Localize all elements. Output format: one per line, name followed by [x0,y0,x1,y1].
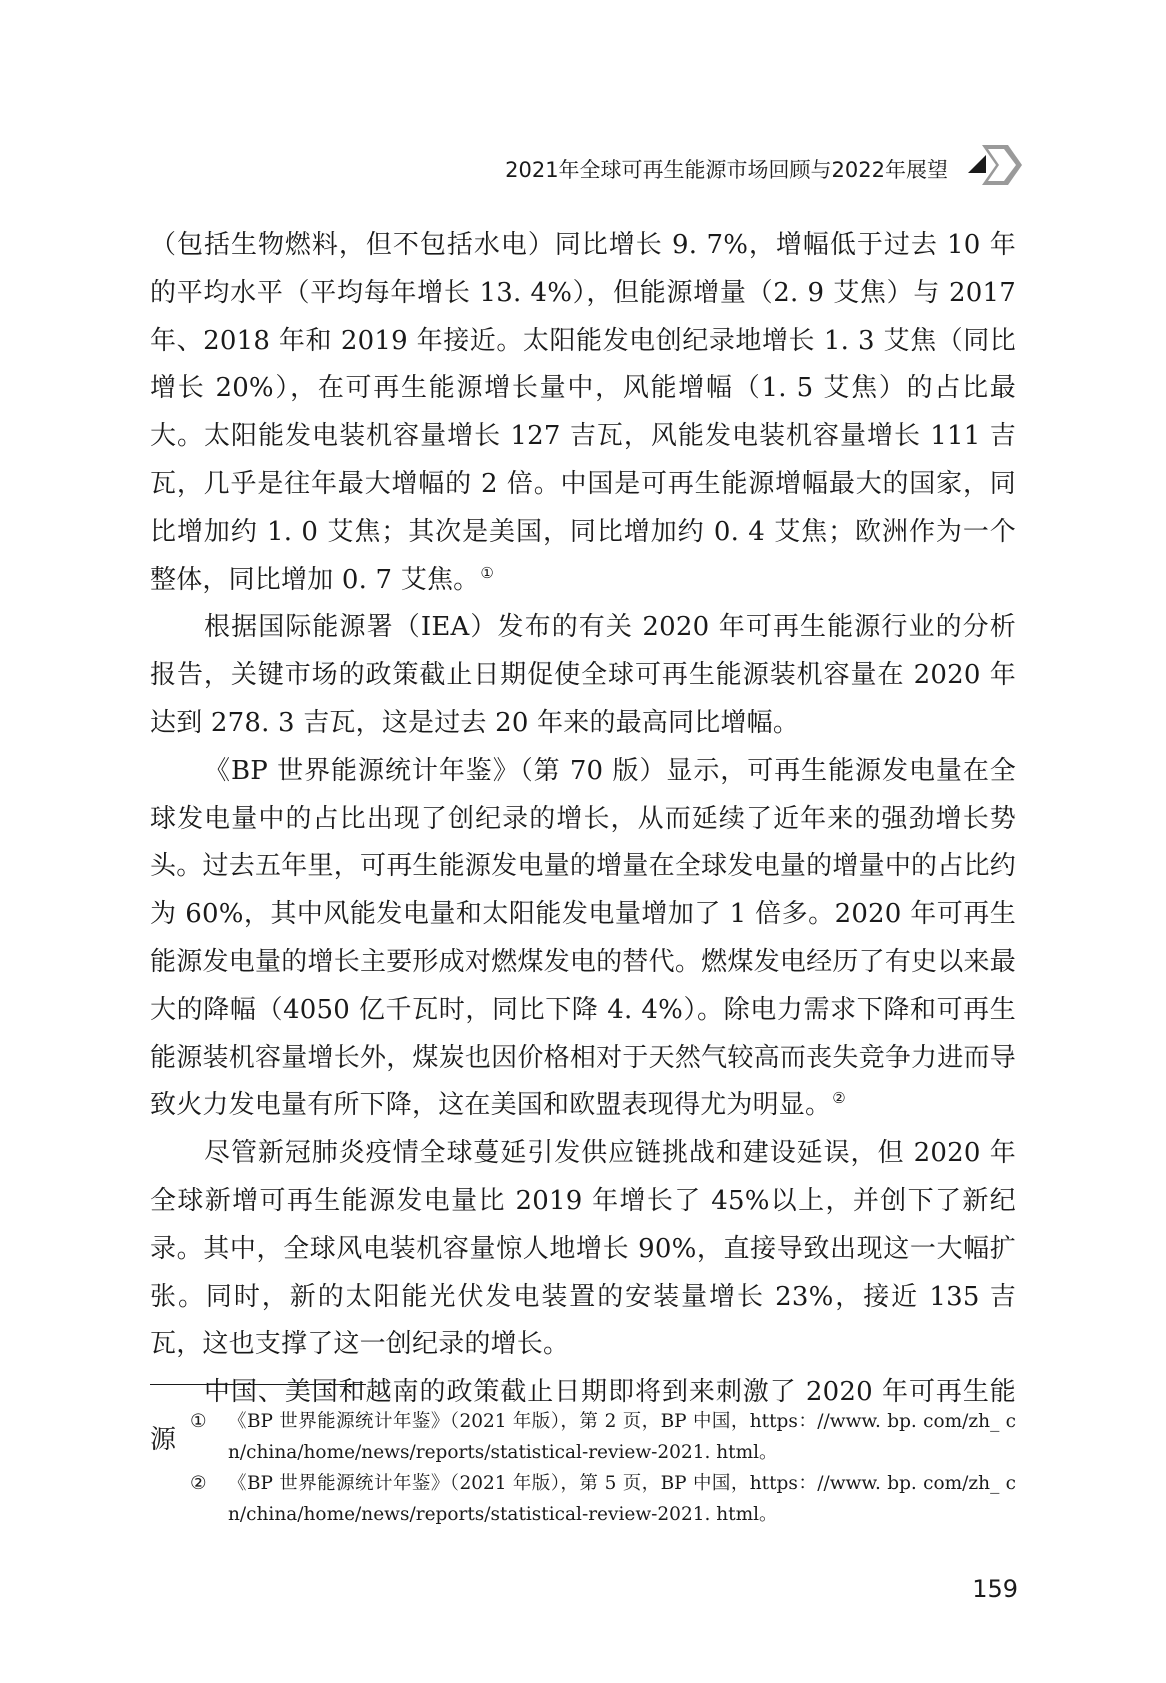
footnote-2 [190,1469,1016,1530]
paragraph-1: （包括生物燃料，但不包括水电）同比增长 9. 7%，增幅低于过去 10 年的平均水平（平均每年增长 13. 4%），但能源增量（2. 9 艾焦）与 2017 年、2018 年和 2019 年接近。太阳能发电创纪录地增长 1. 3 艾焦（同比增长 20%），在可再生能源增长量中，风能增幅（1. 5 艾焦）的占比最大。太阳能发电装机容量增长 127 吉瓦，风能发电装机容量增长 111 吉瓦，几乎是往年最大增幅的 2 倍。中国是可再生能源增幅最大的国家，同比增加约 1. 0 艾焦；其次是美国，同比增加约 0. 4 艾焦；欧洲作为一个整体，同比增加 0. 7 艾焦。① [150,230,1016,595]
footnote-ref-2[interactable]: ② [832,1089,846,1108]
footnote-1 [190,1407,1016,1468]
paragraph-2: 根据国际能源署（IEA）发布的有关 2020 年可再生能源行业的分析报告，关键市场的政策截止日期促使全球可再生能源装机容量在 2020 年达到 278. 3 吉瓦，这是过去 20 年来的最高同比增幅。 [150,612,1016,738]
footnote-ref-1[interactable]: ① [480,563,494,582]
footnote-marker: ① [190,1411,207,1432]
footnote-divider [150,1384,366,1385]
footnote-text: 《BP 世界能源统计年鉴》（2021 年版），第 5 页，BP 中国，https：//www. bp. com/zh_ cn/china/home/news/reports/statistical-review-2021. html。 [228,1473,1016,1525]
paragraph-4: 尽管新冠肺炎疫情全球蔓延引发供应链挑战和建设延误，但 2020 年全球新增可再生能源发电量比 2019 年增长了 45%以上，并创下了新纪录。其中，全球风电装机容量惊人地增长 90%，直接导致出现这一大幅扩张。同时，新的太阳能光伏发电装置的安装量增长 23%，接近 135 吉瓦，这也支撑了这一创纪录的增长。 [150,1138,1016,1360]
paragraph-3: 《BP 世界能源统计年鉴》（第 70 版）显示，可再生能源发电量在全球发电量中的占比出现了创纪录的增长，从而延续了近年来的强劲增长势头。过去五年里，可再生能源发电量的增量在全球发电量的增量中的占比约为 60%，其中风能发电量和太阳能发电量增加了 1 倍多。2020 年可再生能源发电量的增长主要形成对燃煤发电的替代。燃煤发电经历了有史以来最大的降幅（4050 亿千瓦时，同比下降 4. 4%）。除电力需求下降和可再生能源装机容量增长外，煤炭也因价格相对于天然气较高而丧失竞争力进而导致火力发电量有所下降，这在美国和欧盟表现得尤为明显。② [150,755,1016,1121]
footnote-text: 《BP 世界能源统计年鉴》（2021 年版），第 2 页，BP 中国，https：//www. bp. com/zh_ cn/china/home/news/reports/statistical-review-2021. html。 [228,1411,1016,1463]
footnote-marker: ② [190,1473,207,1494]
paragraph-5: 中国、美国和越南的政策截止日期即将到来刺激了 2020 年可再生能源 [150,1377,1016,1455]
running-header: 2021年全球可再生能源市场回顾与2022年展望 [505,158,948,182]
footnotes [190,1407,1016,1531]
chapter-arrow-icon [966,143,1024,187]
page-number: 159 [972,1575,1018,1603]
body-text [150,222,1016,1465]
